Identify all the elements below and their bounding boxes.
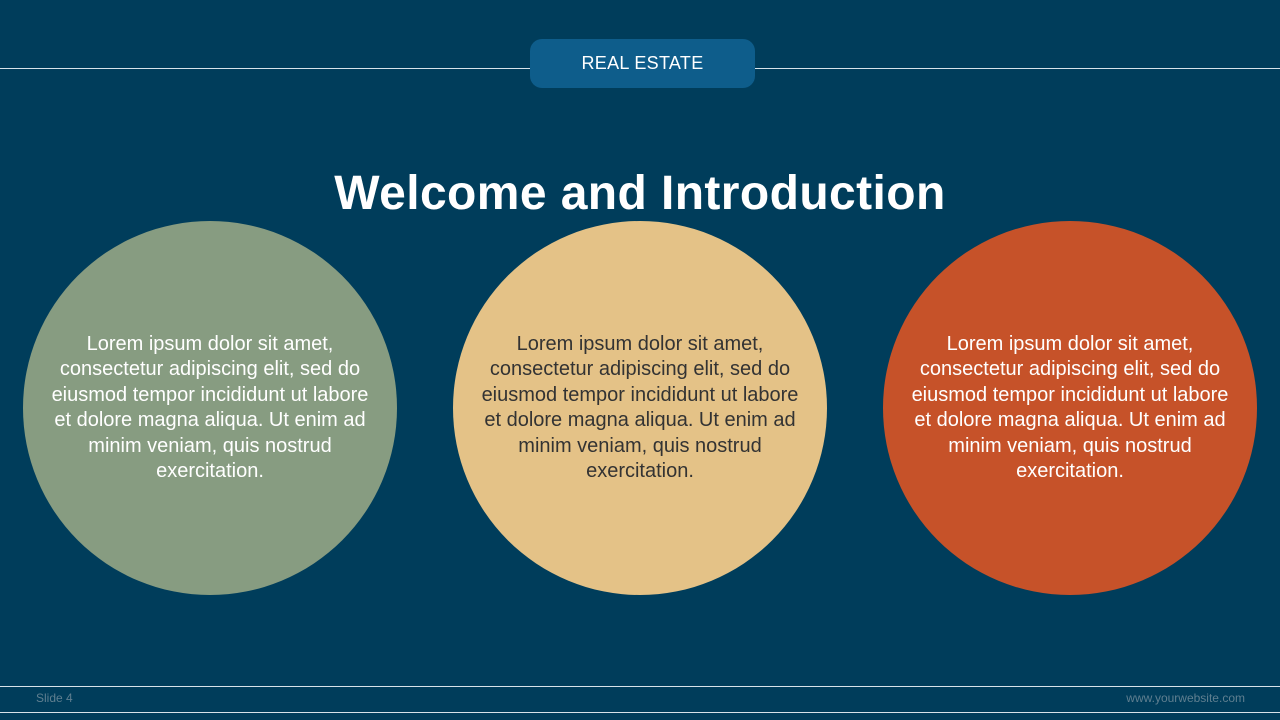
text-circle-sand [453, 221, 827, 595]
footer-bottom-divider [0, 712, 1280, 713]
slide-number: Slide 4 [36, 691, 73, 705]
text-circle-green [23, 221, 397, 595]
category-label: REAL ESTATE [581, 53, 704, 73]
website-url: www.yourwebsite.com [1126, 691, 1245, 705]
circle-text: Lorem ipsum dolor sit amet, consectetur adipiscing elit, sed do eiusmod tempor incididunt ut labore et dolore magna aliqua. Ut enim ad minim veniam, quis nostrud exercitation. [51, 332, 369, 482]
category-pill [530, 39, 755, 88]
circle-text: Lorem ipsum dolor sit amet, consectetur adipiscing elit, sed do eiusmod tempor incididunt ut labore et dolore magna aliqua. Ut enim ad minim veniam, quis nostrud exercitation. [481, 332, 799, 482]
text-circle-orange [883, 221, 1257, 595]
circle-text: Lorem ipsum dolor sit amet, consectetur adipiscing elit, sed do eiusmod tempor incididunt ut labore et dolore magna aliqua. Ut enim ad minim veniam, quis nostrud exercitation. [911, 332, 1229, 482]
footer-top-divider [0, 686, 1280, 687]
slide-title: Welcome and Introduction [334, 167, 946, 221]
